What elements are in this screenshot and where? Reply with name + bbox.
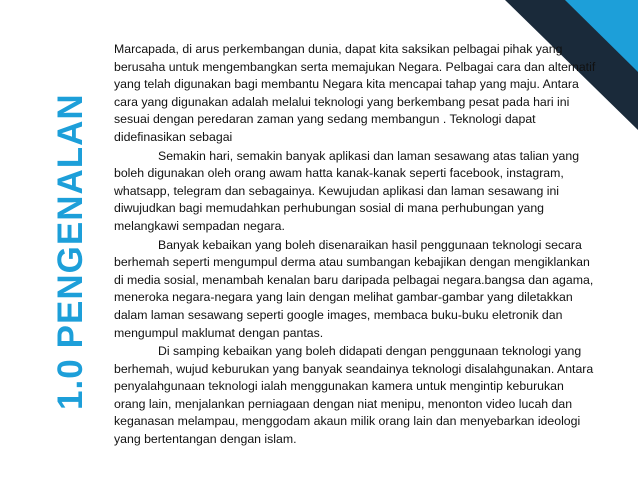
paragraph-2: Semakin hari, semakin banyak aplikasi dan laman sesawang atas talian yang boleh digunakan oleh orang awam hatta kanak-kanak seperti facebook, instagram, whatsapp, telegram dan sebagainya. Kewujudan aplikasi dan laman sesawang ini diwujudkan bagi memudahkan perhubungan sosial di mana perhubungan yang melangkawi sempadan negara. [114, 148, 580, 233]
slide-title [53, 93, 88, 410]
paragraph-1: Marcapada, di arus perkembangan dunia, dapat kita saksikan pelbagai pihak yang berusaha untuk mengembangkan serta memajukan Negara. Pelbagai cara dan alternatif yang telah digunakan bagi membantu Negara kita mencapai tahap yang maju. Antara cara yang digunakan adalah melalui teknologi yang berkembang pesat pada hari ini sesuai dengan peredaran zaman yang sedang membangun . Teknologi dapat didefinasikan sebagai [114, 42, 596, 144]
paragraph-3: Banyak kebaikan yang boleh disenaraikan hasil penggunaan teknologi secara berhemah seperti mengumpul derma atau sumbangan kebajikan dengan mengiklankan di media sosial, menambah kenalan baru daripada pelbagai negara.bangsa dan agama, meneroka negara-negara yang lain dengan melihat gambar-gambar yang diletakkan dalam laman sesawang seperti google images, membaca buku-buku eletronik dan mengumpul maklumat dengan pantas. [114, 237, 594, 340]
title-number: 1.0 [51, 358, 90, 410]
body-text [114, 41, 596, 447]
title-text: PENGENALAN [51, 93, 90, 349]
paragraph-4: Di samping kebaikan yang boleh didapati dengan penggunaan teknologi yang berhemah, wujud keburukan yang banyak seandainya teknologi disalahgunakan. Antara penyalahgunaan teknologi ialah menggunakan kamera untuk mengintip keburukan orang lain, menjalankan perniagaan dengan niat menipu, menonton video lucah dan keganasan melampau, menggodam akaun milik orang lain dan menyebarkan ideologi yang bertentangan dengan islam. [114, 344, 594, 447]
